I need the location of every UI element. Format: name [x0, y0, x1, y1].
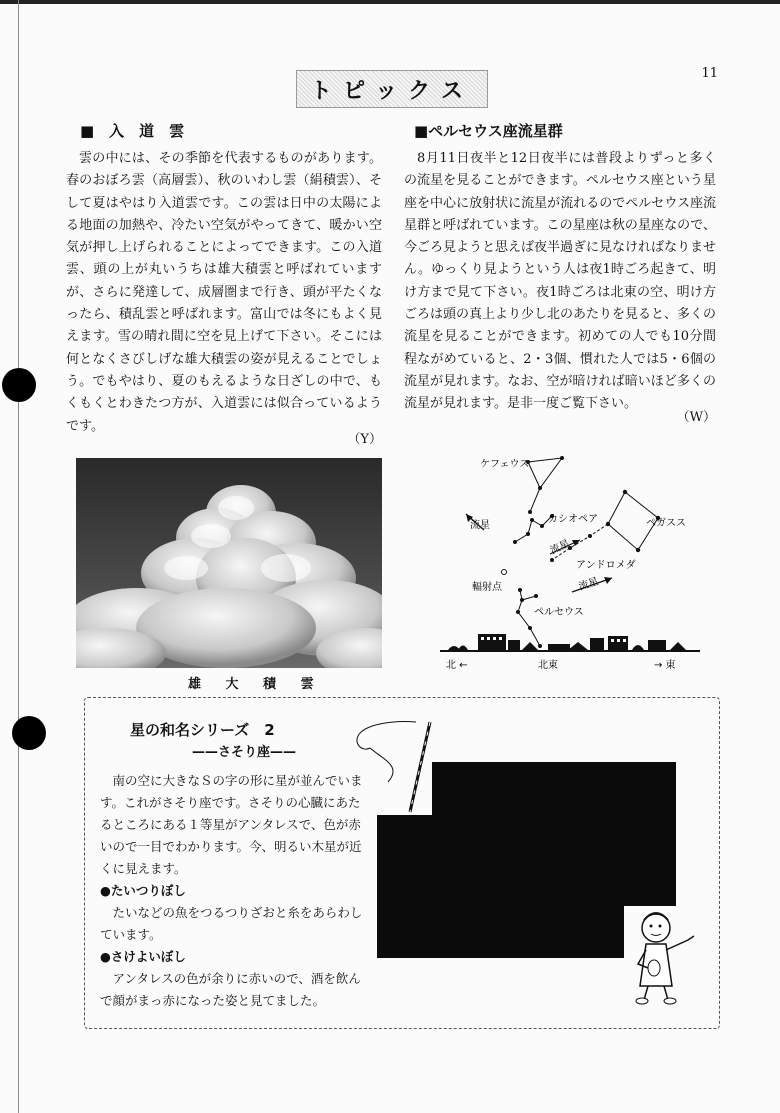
- article-heading-perseids: ■ペルセウス座流星群: [414, 122, 563, 140]
- series-intro: 南の空に大きなＳの字の形に星が並んでいます。これがさそり座です。さそりの心臓にあたるところにある１等星がアンタレスで、色が赤いので一目でわかります。今、明るい木星が近くに見えます。: [100, 773, 363, 876]
- page-title-banner: [296, 70, 488, 108]
- label-cepheus: ケフェウス: [480, 459, 530, 470]
- cloud-photo: [76, 458, 382, 668]
- page-number: 11: [701, 66, 718, 81]
- drunk-man-cartoon: [624, 906, 704, 1006]
- series-item-text: アンタレスの色が余りに赤いので、酒を飲んで顔がまっ赤になった姿と見てました。: [100, 971, 361, 1008]
- label-andromeda: アンドロメダ: [576, 560, 636, 571]
- article-paragraph: 8月11日夜半と12日夜半には普段よりずっと多くの流星を見ることができます。ペルセウス座という星座を中心に放射状に流星が流れるのでペルセウス座流星群と呼ばれています。この星座は秋の星座なので、今ごろ見ようと思えば夜半過ぎに見なければなりません。ゆっくり見ようという人は夜1時ごろ起きて、明け方まで見て下さい。夜1時ごろは北東の空、明け方ごろは頭の真上より少し北のあたりを見ると、多くの流星を見ることができます。初めての人でも10分間程ながめていると、2・3個、慣れた人では5・6個の流星が見れます。なお、空が暗ければ暗いほど多くの流星が見れます。是非一度ご覧下さい。: [404, 151, 717, 412]
- series-item-text: たいなどの魚をつるつりざおと糸をあらわしています。: [100, 905, 363, 942]
- label-meteor: 流星: [548, 538, 572, 557]
- series-item-title: ●たいつりぼし: [100, 883, 186, 898]
- series-body: [100, 770, 368, 1012]
- article-body-cumulonimbus: [66, 148, 382, 438]
- page-left-edge: [18, 0, 19, 1113]
- article-heading-cumulonimbus: ■ 入 道 雲: [80, 122, 185, 140]
- page-top-edge: [0, 0, 780, 4]
- label-north: 北 ←: [446, 660, 468, 671]
- label-radiant: 輻射点: [472, 582, 502, 593]
- label-meteor: 流星: [470, 520, 490, 531]
- fishing-rod-illustration: [344, 716, 444, 816]
- label-east: → 東: [654, 660, 676, 671]
- article-body-perseids: [404, 148, 716, 416]
- label-northeast: 北東: [538, 660, 558, 671]
- binder-hole-mark: [12, 716, 46, 750]
- scorpius-photo: [432, 762, 676, 820]
- series-item-title: ●さけよいぼし: [100, 949, 186, 964]
- label-meteor: 流星: [577, 576, 600, 593]
- article-signature: （Y）: [347, 432, 382, 447]
- perseid-star-map: [440, 450, 720, 680]
- label-perseus: ペルセウス: [534, 607, 584, 618]
- series-subtitle: ——さそり座——: [192, 745, 297, 760]
- article-paragraph: 雲の中には、その季節を代表するものがあります。春のおぼろ雲（高層雲）、秋のいわし雲（絹積雲）、そして夏はやはり入道雲です。この雲は日中の太陽による地面の加熱や、冷たい空気がやってきて、暖かい空気が押し上げられることによってできます。この入道雲、頭の上が丸いうちは雄大積雲と呼ばれていますが、さらに発達して、成層圏まで行き、頭が平たくなったら、積乱雲と呼ばれます。富山では冬にもよく見えます。雪の晴れ間に空を見上げて下さい。そこには何となくさびしげな雄大積雲の姿が見えることでしょう。でもやはり、夏のもえるような日ざしの中で、もくもくとわきたつ方が、入道雲には似合っているようです。: [66, 151, 382, 434]
- series-title: 星の和名シリーズ 2: [130, 721, 275, 739]
- photo-caption: 雄 大 積 雲: [188, 677, 324, 692]
- binder-hole-mark: [2, 368, 36, 402]
- page-title: トピックス: [310, 78, 474, 104]
- label-cassiopeia: カシオペア: [548, 514, 598, 525]
- article-signature: （W）: [676, 410, 716, 425]
- label-pegasus: ペガスス: [646, 518, 686, 529]
